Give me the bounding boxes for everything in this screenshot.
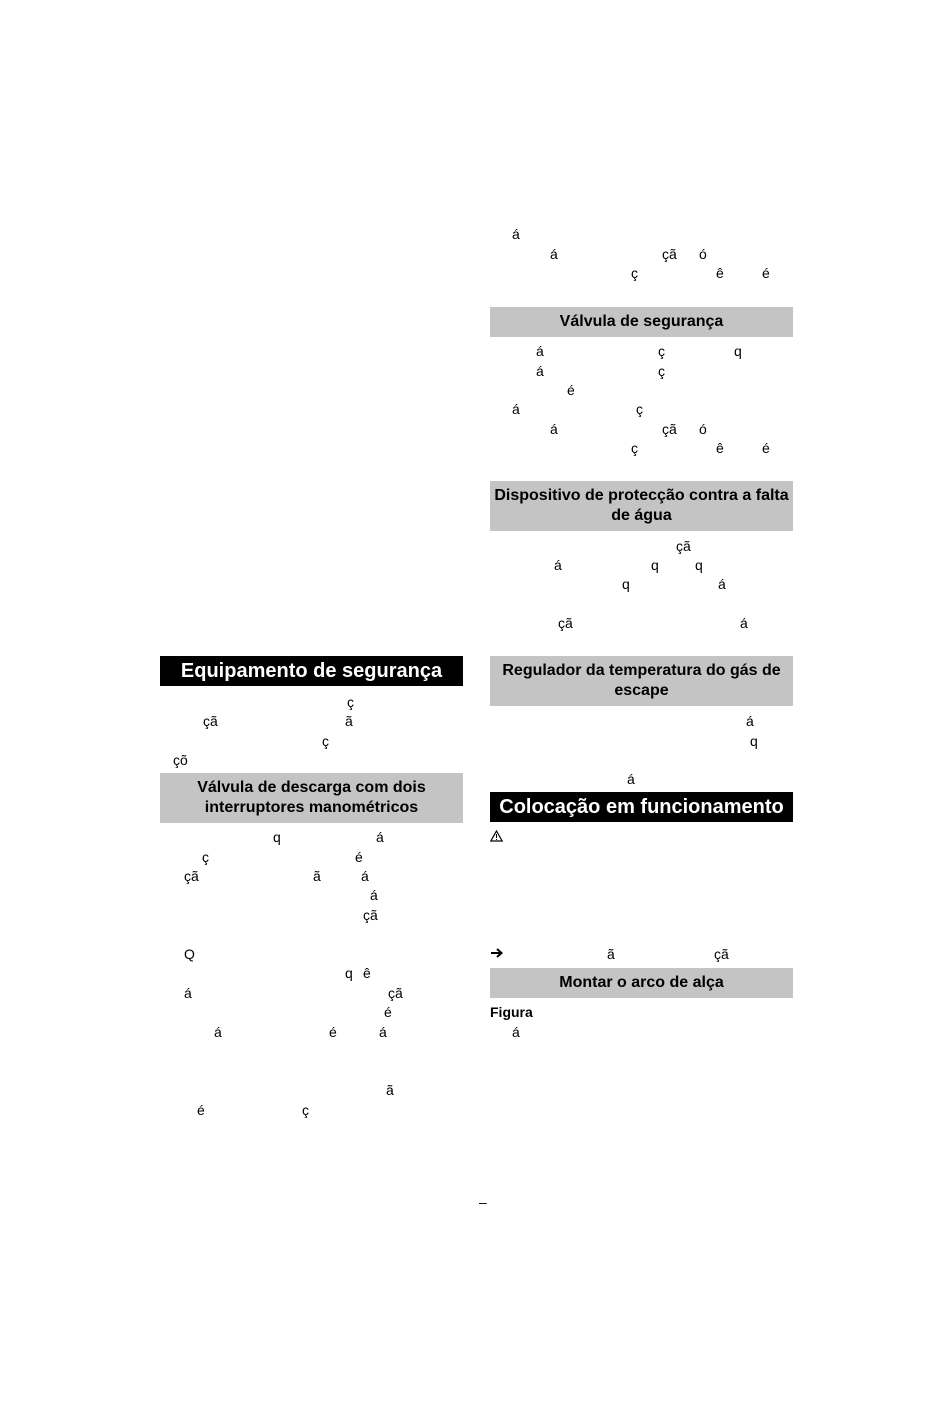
text-fragment: á — [376, 829, 384, 845]
text-fragment: ê — [363, 965, 371, 981]
text-fragment: q — [750, 733, 758, 749]
text-fragment: é — [567, 382, 575, 398]
text-fragment: ç — [202, 849, 209, 865]
text-fragment: ó — [699, 421, 707, 437]
text-fragment: á — [536, 363, 544, 379]
text-fragment: ç — [631, 440, 638, 456]
figura-label: Figura — [490, 1004, 533, 1020]
text-fragment: ã — [607, 946, 615, 962]
text-fragment: á — [550, 246, 558, 262]
heading-text: Válvula de segurança — [559, 313, 724, 330]
text-fragment: á — [550, 421, 558, 437]
text-fragment: çã — [388, 985, 403, 1001]
text-fragment: q — [622, 576, 630, 592]
text-fragment: ç — [658, 343, 665, 359]
text-fragment: q — [695, 557, 703, 573]
heading-montar-o-arco-de-alca — [490, 968, 793, 998]
text-fragment: ç — [658, 363, 665, 379]
text-fragment: á — [512, 1024, 520, 1040]
text-fragment: á — [512, 401, 520, 417]
text-fragment: é — [329, 1024, 337, 1040]
text-fragment: á — [370, 887, 378, 903]
text-fragment: á — [379, 1024, 387, 1040]
text-fragment: ç — [631, 265, 638, 281]
page-number-mark: – — [479, 1194, 487, 1210]
text-fragment: ç — [302, 1102, 309, 1118]
text-fragment: çã — [558, 615, 573, 631]
text-fragment: ã — [345, 713, 353, 729]
text-fragment: çã — [714, 946, 729, 962]
text-fragment: ç — [347, 694, 354, 710]
text-fragment: q — [345, 965, 353, 981]
heading-text: Válvula de descarga com dois interruptores manométricos — [197, 779, 426, 816]
text-fragment: çã — [676, 538, 691, 554]
text-fragment: é — [762, 440, 770, 456]
text-fragment: ê — [716, 440, 724, 456]
heading-valvula-de-descarga — [160, 773, 463, 823]
text-fragment: á — [740, 615, 748, 631]
text-fragment: á — [361, 868, 369, 884]
heading-regulador-da-temperatura — [490, 656, 793, 706]
text-fragment: é — [384, 1004, 392, 1020]
text-fragment: çõ — [173, 752, 188, 768]
text-fragment: çã — [203, 713, 218, 729]
text-fragment: ã — [313, 868, 321, 884]
heading-valvula-de-seguranca — [490, 307, 793, 337]
text-fragment: á — [627, 771, 635, 787]
text-fragment: Q — [184, 946, 195, 962]
heading-text: Regulador da temperatura do gás de escape — [502, 662, 781, 699]
text-fragment: á — [536, 343, 544, 359]
text-fragment: é — [197, 1102, 205, 1118]
text-fragment: q — [651, 557, 659, 573]
heading-text: Montar o arco de alça — [559, 974, 724, 991]
text-fragment: á — [512, 226, 520, 242]
text-fragment: ç — [636, 401, 643, 417]
text-fragment: á — [184, 985, 192, 1001]
text-fragment: ã — [386, 1082, 394, 1098]
text-fragment: é — [355, 849, 363, 865]
heading-dispositivo-de-proteccao — [490, 481, 793, 531]
text-fragment: q — [273, 829, 281, 845]
text-fragment: á — [718, 576, 726, 592]
heading-equipamento-de-seguranca: Equipamento de segurança — [160, 656, 463, 686]
text-fragment: á — [554, 557, 562, 573]
text-fragment: á — [214, 1024, 222, 1040]
text-fragment: çã — [662, 421, 677, 437]
text-fragment: çã — [662, 246, 677, 262]
text-fragment: çã — [184, 868, 199, 884]
heading-text: Dispositivo de protecção contra a falta de água — [494, 487, 789, 524]
text-fragment: ó — [699, 246, 707, 262]
warning-triangle-icon — [490, 830, 503, 845]
text-fragment: ç — [322, 733, 329, 749]
text-fragment: ê — [716, 265, 724, 281]
arrow-right-icon — [490, 946, 504, 962]
text-fragment: çã — [363, 907, 378, 923]
text-fragment: á — [746, 713, 754, 729]
heading-colocacao-em-funcionamento: Colocação em funcionamento — [490, 792, 793, 822]
text-fragment: é — [762, 265, 770, 281]
text-fragment: q — [734, 343, 742, 359]
